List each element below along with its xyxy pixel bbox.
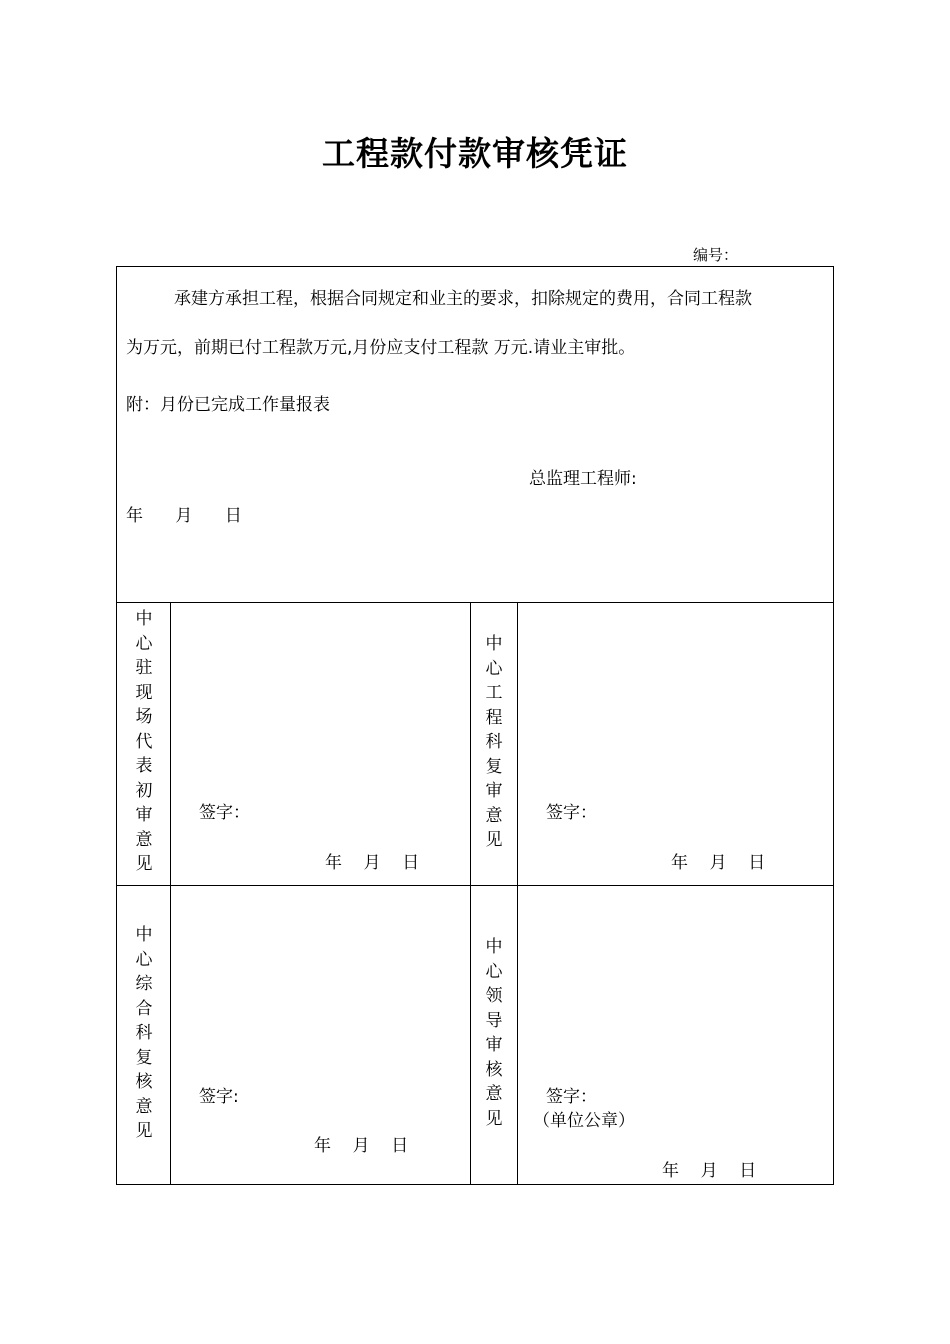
onsite-rep-review-label: [129, 607, 159, 877]
onsite-rep-date: 年 月 日: [325, 853, 420, 873]
leadership-review-label: [479, 935, 509, 1131]
label-char: 见: [135, 1121, 153, 1141]
label-char: 科: [135, 1023, 153, 1043]
engineering-review-label: [479, 632, 509, 853]
general-dept-date: 年 月 日: [314, 1136, 409, 1156]
label-char: 见: [485, 830, 503, 850]
engineering-sign-label: 签字：: [546, 803, 597, 823]
label-char: 中: [135, 925, 153, 945]
leadership-date: 年 月 日: [662, 1161, 757, 1181]
onsite-rep-sign-label: 签字：: [199, 803, 250, 823]
statement-line-1: 承建方承担工程，根据合同规定和业主的要求，扣除规定的费用，合同工程款: [174, 289, 752, 309]
label-char: 合: [135, 998, 153, 1019]
divider-line: [517, 602, 518, 1184]
label-char: 初: [135, 780, 153, 801]
label-char: 现: [135, 682, 153, 703]
divider-line: [117, 602, 833, 603]
label-char: 场: [135, 707, 153, 727]
label-char: 程: [485, 707, 503, 728]
general-dept-review-label: [129, 923, 159, 1144]
label-char: 复: [135, 1047, 153, 1068]
label-char: 领: [485, 986, 503, 1006]
label-char: 审: [485, 1035, 503, 1055]
label-char: 见: [135, 854, 153, 874]
chief-supervisor-label: 总监理工程师:: [529, 469, 637, 489]
label-char: 表: [135, 756, 153, 776]
label-char: 意: [485, 805, 503, 826]
label-char: 驻: [135, 658, 153, 678]
label-char: 意: [135, 829, 153, 850]
label-char: 意: [135, 1096, 153, 1117]
statement-line-2: 为万元，前期已付工程款万元,月份应支付工程款 万元.请业主审批。: [126, 338, 636, 358]
divider-line: [117, 885, 833, 886]
label-char: 工: [485, 683, 503, 703]
engineering-date: 年 月 日: [671, 853, 766, 873]
label-char: 综: [135, 974, 153, 994]
label-char: 中: [485, 634, 503, 654]
leadership-sign-label: 签字：: [546, 1087, 597, 1107]
label-char: 见: [485, 1108, 503, 1129]
label-char: 导: [485, 1010, 503, 1031]
serial-number-label: 编号：: [693, 246, 739, 264]
divider-line: [170, 602, 171, 1184]
label-char: 复: [485, 756, 503, 777]
label-char: 中: [485, 937, 503, 957]
label-char: 中: [135, 609, 153, 629]
label-char: 心: [485, 961, 503, 982]
label-char: 核: [135, 1072, 153, 1092]
label-char: 代: [135, 731, 153, 752]
label-char: 意: [485, 1084, 503, 1104]
label-char: 核: [485, 1059, 503, 1080]
label-char: 科: [485, 732, 503, 752]
label-char: 心: [135, 949, 153, 970]
label-char: 心: [485, 658, 503, 679]
voucher-form: [116, 266, 834, 1185]
general-dept-sign-label: 签字:: [199, 1087, 239, 1107]
divider-line: [470, 602, 471, 1184]
label-char: 审: [135, 805, 153, 825]
label-char: 心: [135, 633, 153, 654]
page-title: 工程款付款审核凭证: [322, 134, 628, 173]
label-char: 审: [485, 781, 503, 801]
attachment-note: 附：月份已完成工作量报表: [126, 395, 330, 415]
top-date: 年 月 日: [126, 506, 242, 526]
unit-seal-label: （单位公章）: [533, 1111, 635, 1131]
